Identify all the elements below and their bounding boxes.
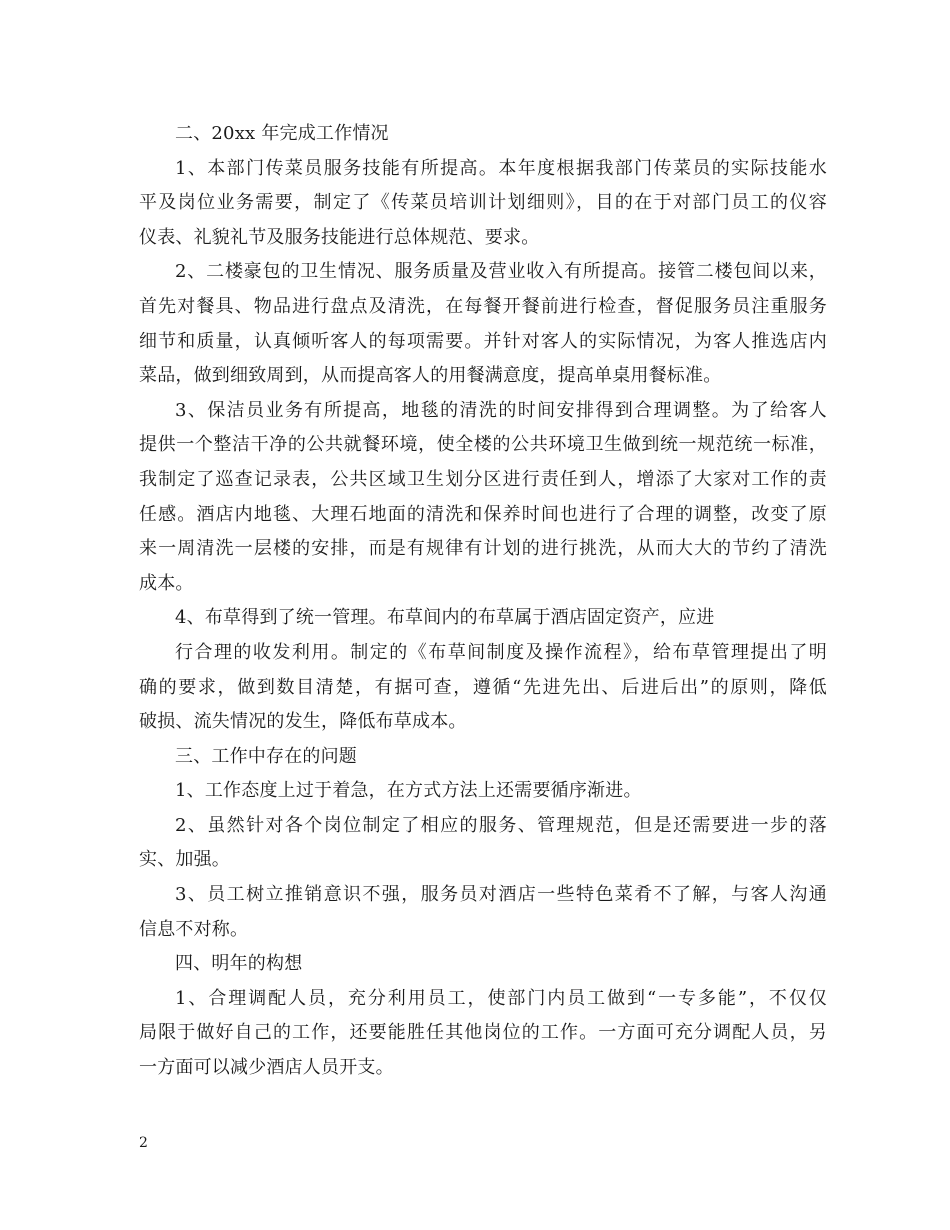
paragraph-line: 2、二楼豪包的卫生情况、服务质量及营业收入有所提高。接管二楼包间以来， <box>175 261 827 283</box>
paragraph-line: 局限于做好自己的工作，还要能胜任其他岗位的工作。一方面可充分调配人员，另 <box>139 1022 827 1044</box>
paragraph-line: 4、布草得到了统一管理。布草间内的布草属于酒店固定资产，应进 <box>175 607 715 629</box>
paragraph-line: 我制定了巡查记录表，公共区域卫生划分区进行责任到人，增添了大家对工作的责 <box>139 468 827 490</box>
paragraph-line: 来一周清洗一层楼的安排，而是有规律有计划的进行挑洗，从而大大的节约了清洗 <box>139 538 827 560</box>
paragraph-line: 确的要求，做到数目清楚，有据可查，遵循“先进先出、后进后出”的原则，降低 <box>139 676 827 698</box>
paragraph-line: 菜品，做到细致周到，从而提高客人的用餐满意度，提高单桌用餐标准。 <box>139 365 722 387</box>
paragraph-line: 细节和质量，认真倾听客人的每项需要。并针对客人的实际情况，为客人推选店内 <box>139 330 827 352</box>
paragraph-line: 实、加强。 <box>139 849 230 871</box>
page-number: 2 <box>139 1135 148 1151</box>
paragraph-line: 任感。酒店内地毯、大理石地面的清洗和保养时间也进行了合理的调整，改变了原 <box>139 503 827 525</box>
paragraph-line: 信息不对称。 <box>139 918 249 940</box>
section-heading: 四、明年的构想 <box>175 953 303 975</box>
paragraph-line: 提供一个整洁干净的公共就餐环境，使全楼的公共环境卫生做到统一规范统一标准， <box>139 434 827 456</box>
paragraph-line: 仪表、礼貌礼节及服务技能进行总体规范、要求。 <box>139 226 540 248</box>
paragraph-line: 1、工作态度上过于着急，在方式方法上还需要循序渐进。 <box>175 780 642 802</box>
paragraph-line: 行合理的收发利用。制定的《布草间制度及操作流程》，给布草管理提出了明 <box>175 641 827 663</box>
paragraph-line: 3、员工树立推销意识不强，服务员对酒店一些特色菜肴不了解，与客人沟通 <box>175 884 827 906</box>
paragraph-line: 成本。 <box>139 572 194 594</box>
paragraph-line: 破损、流失情况的发生，降低布草成本。 <box>139 711 467 733</box>
paragraph-line: 首先对餐具、物品进行盘点及清洗，在每餐开餐前进行检查，督促服务员注重服务 <box>139 295 827 317</box>
document-body <box>139 117 827 1086</box>
paragraph-line: 1、本部门传菜员服务技能有所提高。本年度根据我部门传菜员的实际技能水 <box>175 157 827 179</box>
section-heading: 二、20xx 年完成工作情况 <box>175 123 389 144</box>
paragraph-line: 2、虽然针对各个岗位制定了相应的服务、管理规范，但是还需要进一步的落 <box>175 814 827 836</box>
section-heading: 三、工作中存在的问题 <box>175 745 357 767</box>
paragraph-line: 3、保洁员业务有所提高，地毯的清洗的时间安排得到合理调整。为了给客人 <box>175 399 827 421</box>
paragraph-line: 一方面可以减少酒店人员开支。 <box>139 1057 394 1079</box>
paragraph-line: 1、合理调配人员，充分利用员工，使部门内员工做到“一专多能”，不仅仅 <box>175 987 827 1009</box>
paragraph-line: 平及岗位业务需要，制定了《传菜员培训计划细则》，目的在于对部门员工的仪容 <box>139 192 827 214</box>
